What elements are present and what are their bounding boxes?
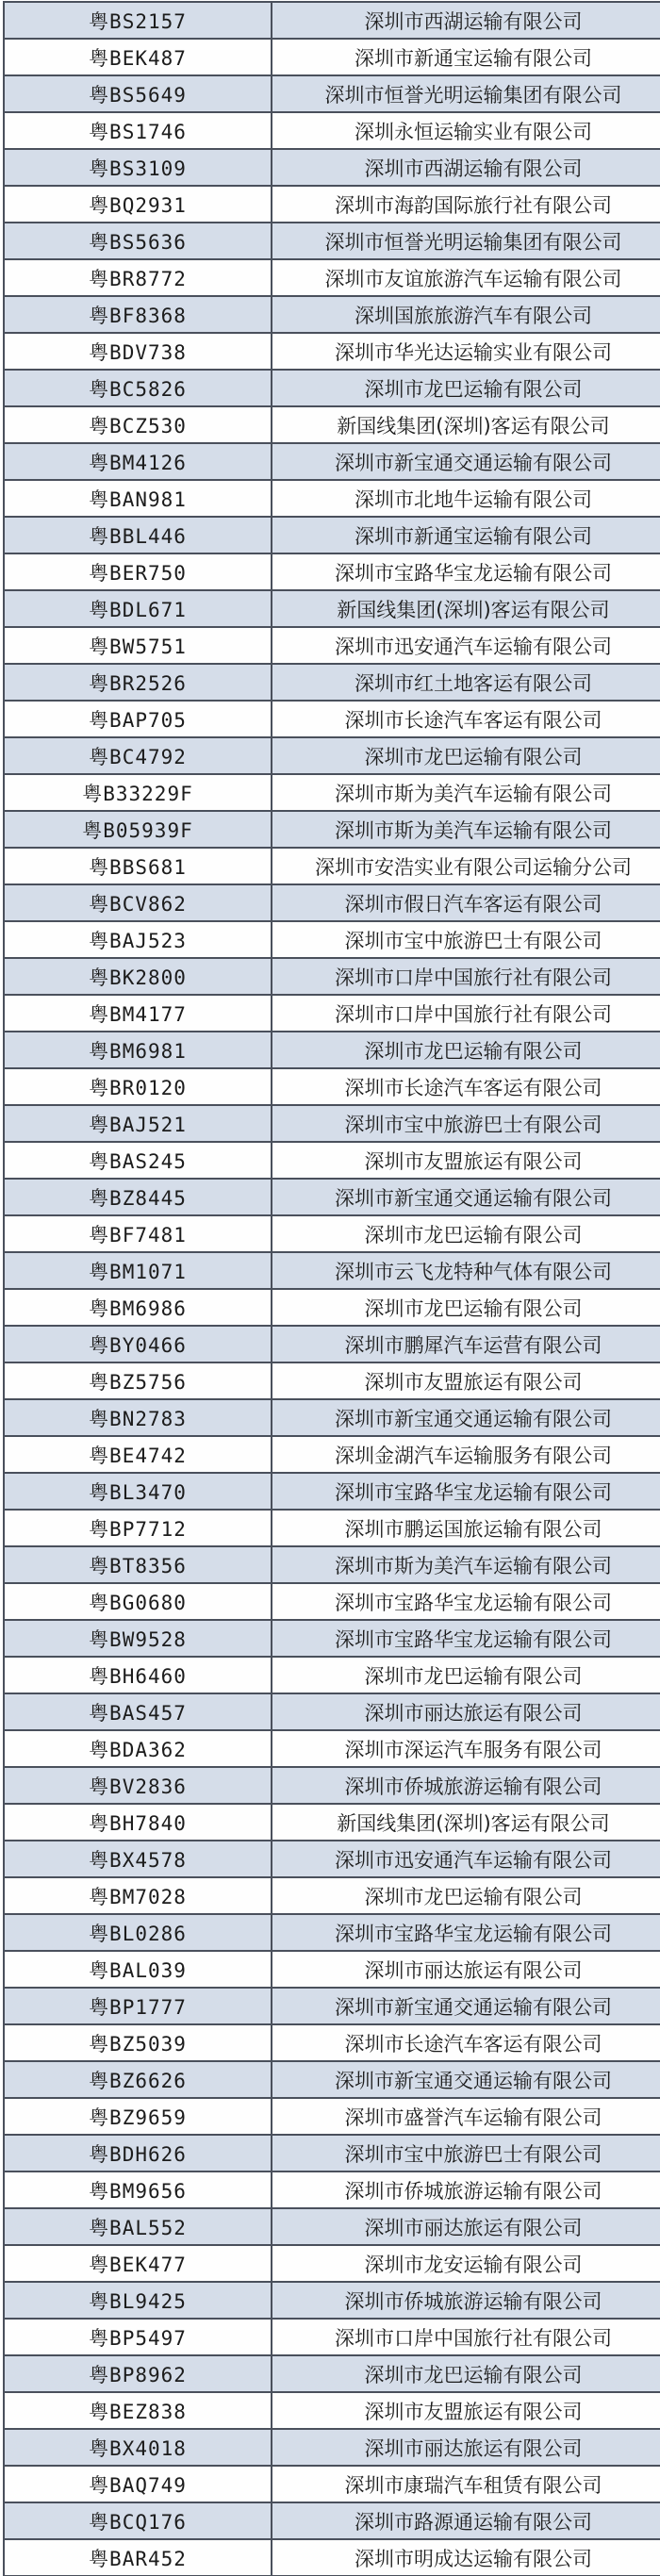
plate-cell: 粤BN2783 [4, 1399, 272, 1436]
table-row [4, 1730, 660, 1767]
plate-cell: 粤BER750 [4, 553, 272, 590]
plate-cell: 粤BY0466 [4, 1326, 272, 1362]
company-cell: 深圳市龙巴运输有限公司 [272, 370, 660, 406]
plate-cell: 粤BAR452 [4, 2539, 272, 2576]
company-cell: 深圳市迅安通汽车运输有限公司 [272, 1841, 660, 1877]
table-row [4, 443, 660, 480]
table-row [4, 2208, 660, 2245]
company-cell: 深圳市友盟旅运有限公司 [272, 1362, 660, 1399]
table-row [4, 1032, 660, 1068]
company-cell: 深圳市假日汽车客运有限公司 [272, 884, 660, 921]
company-cell: 深圳市安浩实业有限公司运输分公司 [272, 848, 660, 884]
table-row [4, 2319, 660, 2355]
table-row [4, 664, 660, 701]
company-cell: 深圳市路源通运输有限公司 [272, 2502, 660, 2539]
plate-cell: 粤BCV862 [4, 884, 272, 921]
plate-cell: 粤BH7840 [4, 1804, 272, 1841]
plate-cell: 粤BAL552 [4, 2208, 272, 2245]
company-cell: 深圳市红土地客运有限公司 [272, 664, 660, 701]
company-cell: 深圳市友盟旅运有限公司 [272, 2392, 660, 2429]
plate-cell: 粤BM6981 [4, 1032, 272, 1068]
plate-cell: 粤BP8962 [4, 2355, 272, 2392]
table-row [4, 1657, 660, 1693]
table-row [4, 39, 660, 75]
table-row [4, 2429, 660, 2466]
company-cell: 深圳市新宝通交通运输有限公司 [272, 2061, 660, 2098]
table-row [4, 1951, 660, 1988]
table-row [4, 333, 660, 370]
table-row [4, 1399, 660, 1436]
plate-cell: 粤BAJ523 [4, 921, 272, 958]
plate-cell: 粤BDV738 [4, 333, 272, 370]
plate-cell: 粤BEK477 [4, 2245, 272, 2282]
table-row [4, 1215, 660, 1252]
plate-cell: 粤BP5497 [4, 2319, 272, 2355]
company-cell: 深圳市宝路华宝龙运输有限公司 [272, 1473, 660, 1510]
plate-cell: 粤BZ5039 [4, 2024, 272, 2061]
company-cell: 新国线集团(深圳)客运有限公司 [272, 590, 660, 627]
plate-cell: 粤BEZ838 [4, 2392, 272, 2429]
table-row [4, 112, 660, 149]
plate-cell: 粤BP1777 [4, 1988, 272, 2024]
plate-cell: 粤BP7712 [4, 1510, 272, 1546]
company-cell: 深圳市友谊旅游汽车运输有限公司 [272, 259, 660, 296]
plate-cell: 粤BAS457 [4, 1693, 272, 1730]
table-row [4, 2282, 660, 2319]
plate-cell: 粤BM9656 [4, 2171, 272, 2208]
table-row [4, 995, 660, 1032]
company-cell: 深圳市宝中旅游巴士有限公司 [272, 921, 660, 958]
table-row [4, 2171, 660, 2208]
table-row [4, 370, 660, 406]
company-cell: 深圳市西湖运输有限公司 [272, 2, 660, 39]
plate-cell: 粤BS2157 [4, 2, 272, 39]
table-row [4, 1620, 660, 1657]
plate-cell: 粤BW5751 [4, 627, 272, 664]
company-cell: 深圳市恒誉光明运输集团有限公司 [272, 75, 660, 112]
company-cell: 深圳市丽达旅运有限公司 [272, 1693, 660, 1730]
plate-cell: 粤BK2800 [4, 958, 272, 995]
company-cell: 深圳市华光达运输实业有限公司 [272, 333, 660, 370]
company-cell: 深圳市宝路华宝龙运输有限公司 [272, 1914, 660, 1951]
table-row [4, 1326, 660, 1362]
plate-cell: 粤BDL671 [4, 590, 272, 627]
company-cell: 深圳市宝中旅游巴士有限公司 [272, 2135, 660, 2171]
company-cell: 深圳市鹏运国旅运输有限公司 [272, 1510, 660, 1546]
company-cell: 深圳市新宝通交通运输有限公司 [272, 1179, 660, 1215]
table-row [4, 1877, 660, 1914]
plate-cell: 粤BR2526 [4, 664, 272, 701]
table-row [4, 1362, 660, 1399]
company-cell: 深圳市康瑞汽车租赁有限公司 [272, 2466, 660, 2502]
company-cell: 深圳市鹏犀汽车运营有限公司 [272, 1326, 660, 1362]
table-row [4, 2502, 660, 2539]
table-row [4, 1473, 660, 1510]
company-cell: 深圳市西湖运输有限公司 [272, 149, 660, 186]
table-row [4, 884, 660, 921]
company-cell: 深圳市斯为美汽车运输有限公司 [272, 811, 660, 848]
table-row [4, 627, 660, 664]
plate-cell: 粤BX4578 [4, 1841, 272, 1877]
plate-cell: 粤BF7481 [4, 1215, 272, 1252]
plate-cell: 粤BV2836 [4, 1767, 272, 1804]
table-row [4, 958, 660, 995]
plate-cell: 粤BR8772 [4, 259, 272, 296]
table-row [4, 590, 660, 627]
company-cell: 深圳市龙巴运输有限公司 [272, 1215, 660, 1252]
table-row [4, 2098, 660, 2135]
table-row [4, 406, 660, 443]
plate-cell: 粤B33229F [4, 774, 272, 811]
company-cell: 深圳市宝中旅游巴士有限公司 [272, 1105, 660, 1142]
company-cell: 深圳市宝路华宝龙运输有限公司 [272, 553, 660, 590]
company-cell: 深圳市新通宝运输有限公司 [272, 39, 660, 75]
company-cell: 深圳市侨城旅游运输有限公司 [272, 2282, 660, 2319]
company-cell: 深圳永恒运输实业有限公司 [272, 112, 660, 149]
company-cell: 深圳市新通宝运输有限公司 [272, 517, 660, 553]
plate-cell: 粤BM7028 [4, 1877, 272, 1914]
plate-cell: 粤BM1071 [4, 1252, 272, 1289]
table-row [4, 921, 660, 958]
company-cell: 深圳市宝路华宝龙运输有限公司 [272, 1583, 660, 1620]
table-row [4, 2539, 660, 2576]
table-row [4, 2135, 660, 2171]
plate-cell: 粤B05939F [4, 811, 272, 848]
plate-cell: 粤BT8356 [4, 1546, 272, 1583]
company-cell: 深圳市友盟旅运有限公司 [272, 1142, 660, 1179]
company-cell: 深圳市口岸中国旅行社有限公司 [272, 958, 660, 995]
plate-cell: 粤BDA362 [4, 1730, 272, 1767]
company-cell: 深圳市斯为美汽车运输有限公司 [272, 1546, 660, 1583]
plate-cell: 粤BZ9659 [4, 2098, 272, 2135]
table-row [4, 737, 660, 774]
plate-cell: 粤BAJ521 [4, 1105, 272, 1142]
plate-cell: 粤BM4177 [4, 995, 272, 1032]
company-cell: 深圳市新宝通交通运输有限公司 [272, 1988, 660, 2024]
table-row [4, 2, 660, 39]
company-cell: 深圳市龙安运输有限公司 [272, 2245, 660, 2282]
plate-cell: 粤BR0120 [4, 1068, 272, 1105]
company-cell: 深圳国旅旅游汽车有限公司 [272, 296, 660, 333]
table-row [4, 774, 660, 811]
plate-cell: 粤BQ2931 [4, 186, 272, 223]
table-row [4, 2466, 660, 2502]
table-row [4, 149, 660, 186]
plate-cell: 粤BS3109 [4, 149, 272, 186]
company-cell: 深圳市长途汽车客运有限公司 [272, 2024, 660, 2061]
table-row [4, 1179, 660, 1215]
plate-cell: 粤BH6460 [4, 1657, 272, 1693]
plate-cell: 粤BAQ749 [4, 2466, 272, 2502]
plate-cell: 粤BC5826 [4, 370, 272, 406]
company-cell: 深圳市新宝通交通运输有限公司 [272, 443, 660, 480]
plate-cell: 粤BAP705 [4, 701, 272, 737]
table-body [4, 2, 660, 2576]
plate-cell: 粤BL3470 [4, 1473, 272, 1510]
company-cell: 深圳市丽达旅运有限公司 [272, 1951, 660, 1988]
plate-cell: 粤BL0286 [4, 1914, 272, 1951]
table-row [4, 1142, 660, 1179]
company-cell: 深圳市新宝通交通运输有限公司 [272, 1399, 660, 1436]
company-cell: 深圳市明成达运输有限公司 [272, 2539, 660, 2576]
table-row [4, 2245, 660, 2282]
company-cell: 深圳市迅安通汽车运输有限公司 [272, 627, 660, 664]
company-cell: 深圳市云飞龙特种气体有限公司 [272, 1252, 660, 1289]
company-cell: 深圳市宝路华宝龙运输有限公司 [272, 1620, 660, 1657]
plate-cell: 粤BM4126 [4, 443, 272, 480]
plate-cell: 粤BBL446 [4, 517, 272, 553]
plate-cell: 粤BZ6626 [4, 2061, 272, 2098]
company-cell: 深圳市龙巴运输有限公司 [272, 1032, 660, 1068]
table-row [4, 1914, 660, 1951]
plate-cell: 粤BG0680 [4, 1583, 272, 1620]
company-cell: 深圳市长途汽车客运有限公司 [272, 1068, 660, 1105]
plate-cell: 粤BAS245 [4, 1142, 272, 1179]
plate-cell: 粤BL9425 [4, 2282, 272, 2319]
table-row [4, 1841, 660, 1877]
table-row [4, 480, 660, 517]
company-cell: 深圳市盛誉汽车运输有限公司 [272, 2098, 660, 2135]
table-row [4, 1804, 660, 1841]
table-row [4, 1583, 660, 1620]
company-cell: 深圳市龙巴运输有限公司 [272, 1657, 660, 1693]
plate-cell: 粤BS5636 [4, 223, 272, 259]
table-row [4, 1436, 660, 1473]
company-cell: 深圳市深运汽车服务有限公司 [272, 1730, 660, 1767]
plate-cell: 粤BCQ176 [4, 2502, 272, 2539]
table-row [4, 223, 660, 259]
table-row [4, 75, 660, 112]
table-row [4, 1068, 660, 1105]
table-row [4, 2024, 660, 2061]
table-row [4, 848, 660, 884]
table-row [4, 1252, 660, 1289]
table-row [4, 1105, 660, 1142]
table-row [4, 1510, 660, 1546]
plate-cell: 粤BS5649 [4, 75, 272, 112]
plate-cell: 粤BM6986 [4, 1289, 272, 1326]
plate-cell: 粤BZ5756 [4, 1362, 272, 1399]
table-row [4, 1289, 660, 1326]
table-row [4, 553, 660, 590]
table-row [4, 186, 660, 223]
company-cell: 新国线集团(深圳)客运有限公司 [272, 1804, 660, 1841]
table-row [4, 296, 660, 333]
table-row [4, 2392, 660, 2429]
table-row [4, 1693, 660, 1730]
table-row [4, 517, 660, 553]
company-cell: 深圳市斯为美汽车运输有限公司 [272, 774, 660, 811]
company-cell: 深圳市侨城旅游运输有限公司 [272, 2171, 660, 2208]
plate-cell: 粤BE4742 [4, 1436, 272, 1473]
company-cell: 深圳市长途汽车客运有限公司 [272, 701, 660, 737]
plate-cell: 粤BBS681 [4, 848, 272, 884]
company-cell: 深圳市龙巴运输有限公司 [272, 1877, 660, 1914]
table-row [4, 1988, 660, 2024]
table-row [4, 259, 660, 296]
plate-cell: 粤BW9528 [4, 1620, 272, 1657]
company-cell: 深圳市恒誉光明运输集团有限公司 [272, 223, 660, 259]
company-cell: 深圳市北地牛运输有限公司 [272, 480, 660, 517]
table-row [4, 1546, 660, 1583]
table-row [4, 811, 660, 848]
company-cell: 深圳金湖汽车运输服务有限公司 [272, 1436, 660, 1473]
plate-cell: 粤BS1746 [4, 112, 272, 149]
plate-cell: 粤BX4018 [4, 2429, 272, 2466]
table-row [4, 2061, 660, 2098]
company-cell: 深圳市侨城旅游运输有限公司 [272, 1767, 660, 1804]
company-cell: 深圳市口岸中国旅行社有限公司 [272, 995, 660, 1032]
table-row [4, 701, 660, 737]
plate-cell: 粤BAN981 [4, 480, 272, 517]
company-cell: 新国线集团(深圳)客运有限公司 [272, 406, 660, 443]
plate-cell: 粤BC4792 [4, 737, 272, 774]
plate-cell: 粤BAL039 [4, 1951, 272, 1988]
table-row [4, 1767, 660, 1804]
plate-cell: 粤BZ8445 [4, 1179, 272, 1215]
company-cell: 深圳市龙巴运输有限公司 [272, 1289, 660, 1326]
plate-cell: 粤BF8368 [4, 296, 272, 333]
company-cell: 深圳市龙巴运输有限公司 [272, 737, 660, 774]
company-cell: 深圳市海韵国际旅行社有限公司 [272, 186, 660, 223]
company-cell: 深圳市丽达旅运有限公司 [272, 2208, 660, 2245]
company-cell: 深圳市丽达旅运有限公司 [272, 2429, 660, 2466]
company-cell: 深圳市口岸中国旅行社有限公司 [272, 2319, 660, 2355]
plate-company-table [3, 1, 660, 2576]
plate-cell: 粤BDH626 [4, 2135, 272, 2171]
plate-cell: 粤BCZ530 [4, 406, 272, 443]
table-row [4, 2355, 660, 2392]
plate-cell: 粤BEK487 [4, 39, 272, 75]
company-cell: 深圳市龙巴运输有限公司 [272, 2355, 660, 2392]
